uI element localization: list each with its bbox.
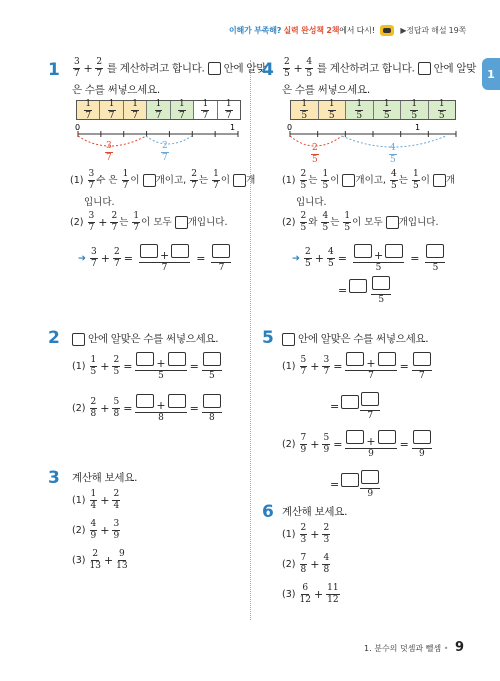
problem-6-prompt: 계산해 보세요. — [282, 506, 348, 518]
problem-number-6: 6 — [262, 502, 274, 522]
number-line-4 — [282, 122, 462, 164]
bar-cell — [374, 98, 402, 121]
p1-s1-line2: 입니다. — [84, 197, 115, 208]
problem-3-prompt: 계산해 보세요. — [72, 472, 138, 484]
calc-item: (3) $\frac{2}{13}$ + $\frac{9}{13}$ — [72, 549, 128, 571]
equation-item: (2) $\frac{7}{9}$ + $\frac{5}{9}$ = $\frac{+}{9}$ = 9 — [282, 430, 433, 459]
p4-mixed-result: = 5 — [336, 276, 392, 305]
answer-reference: ▶정답과 해설 19쪽 — [400, 26, 466, 35]
fraction: $\frac{1}{7}$ — [132, 98, 138, 121]
problem-number-5: 5 — [262, 328, 274, 348]
fraction: $\frac{4}{9}$ — [90, 519, 97, 541]
fraction: $\frac{1}{5}$ — [301, 98, 308, 121]
arrow-icon: ➔ — [78, 253, 86, 264]
problem-4-prompt: $\frac{2}{5}$ + $\frac{4}{5}$ 를 계산하려고 합니다. 안에 알맞 — [284, 57, 477, 79]
mixed-result: = 9 — [328, 470, 381, 499]
fraction: $\frac{11}{12}$ — [327, 583, 339, 605]
problem-1-prompt: $\frac{3}{7}$ + $\frac{2}{7}$ 를 계산하려고 합니다. 안에 알맞 — [74, 57, 267, 79]
answer-box[interactable] — [175, 216, 188, 229]
arc-label-blue: $\frac{2}{7}$ — [162, 141, 168, 163]
answer-box — [418, 62, 431, 75]
fraction: $\frac{1}{5}$ — [90, 355, 97, 377]
bar-cell — [319, 98, 347, 121]
p4-subquestion-2: (2) $\frac{2}{5}$ 와 $\frac{4}{5}$ 는 $\frac{1}{5}$ 이 모두 개입니다. — [282, 211, 439, 233]
bar-cell — [346, 98, 374, 121]
column-divider — [250, 60, 251, 620]
svg-text:1: 1 — [230, 123, 236, 132]
fraction: $\frac{2}{7}$ — [96, 57, 102, 79]
bar-cell — [429, 98, 456, 121]
fraction: $\frac{1}{7}$ — [202, 98, 209, 121]
equation-item: (1) $\frac{1}{5}$ + $\frac{2}{5}$ = $\frac{+}{5}$ = 5 — [72, 352, 223, 381]
equation-item: (1) $\frac{5}{7}$ + $\frac{3}{7}$ = $\frac{+}{7}$ = 7 — [282, 352, 433, 381]
fraction: $\frac{3}{7}$ — [323, 355, 330, 377]
svg-text:1: 1 — [415, 123, 421, 132]
page-number: 9 — [454, 640, 464, 655]
fraction: $\frac{2}{13}$ — [89, 549, 101, 571]
fraction: $\frac{5}{9}$ — [323, 433, 330, 455]
bar-cell — [100, 98, 123, 121]
fraction: $\frac{4}{8}$ — [323, 553, 330, 575]
answer-box — [208, 62, 221, 75]
p1-result-equation: ➔ $\frac{3}{7}$ + $\frac{2}{7}$ = $\frac{+}{7}$ = 7 — [78, 244, 232, 273]
fraction: $\frac{1}{5}$ — [438, 98, 445, 121]
problem-number-2: 2 — [48, 328, 60, 348]
fraction: $\frac{2}{5}$ — [113, 355, 120, 377]
header-question: 이해가 부족해? — [228, 26, 282, 35]
calc-item: (2) $\frac{4}{9}$ + $\frac{3}{9}$ — [72, 519, 120, 541]
fraction: $\frac{9}{13}$ — [116, 549, 128, 571]
p1-subquestion-1: (1) $\frac{3}{7}$ 수 은 $\frac{1}{7}$ 이 개이고, $\frac{2}{7}$ 는 $\frac{1}{7}$ 이 개 — [70, 169, 256, 191]
fraction: $\frac{1}{7}$ — [108, 98, 115, 121]
calc-item: (3) $\frac{6}{12}$ + $\frac{11}{12}$ — [282, 583, 339, 605]
bar-cell — [194, 98, 217, 121]
problem-number-1: 1 — [48, 60, 60, 80]
mixed-result: = 7 — [328, 392, 381, 421]
fraction: $\frac{1}{5}$ — [356, 98, 363, 121]
problem-1-prompt-line2: 은 수를 써넣으세요. — [72, 84, 160, 96]
fraction: $\frac{3}{9}$ — [113, 519, 120, 541]
fraction: $\frac{5}{7}$ — [300, 355, 307, 377]
fraction-bar-7 — [76, 100, 241, 120]
fraction: $\frac{7}{9}$ — [300, 433, 307, 455]
fraction: $\frac{1}{7}$ — [85, 98, 92, 121]
page-header — [229, 25, 466, 36]
header-suffix: 에서 다시! — [339, 26, 375, 35]
fraction: $\frac{1}{7}$ — [225, 98, 232, 121]
arc-label-blue-4: $\frac{4}{5}$ — [390, 143, 396, 165]
fraction: $\frac{2}{3}$ — [323, 523, 330, 545]
fraction: $\frac{1}{5}$ — [328, 98, 335, 121]
fraction: $\frac{2}{3}$ — [300, 523, 307, 545]
bar-cell — [77, 98, 100, 121]
fraction: $\frac{7}{8}$ — [300, 553, 307, 575]
calc-item: (2) $\frac{7}{8}$ + $\frac{4}{8}$ — [282, 553, 330, 575]
p4-subquestion-1: (1) $\frac{2}{5}$ 는 $\frac{1}{5}$ 이 개이고, $\frac{4}{5}$ 는 $\frac{1}{5}$ 이 개 — [282, 169, 456, 191]
fraction: $\frac{2}{4}$ — [113, 489, 120, 511]
bar-cell — [171, 98, 194, 121]
chapter-title: 1. 분수의 덧셈과 뺄셈 — [364, 644, 442, 653]
p4-result-equation: ➔ $\frac{2}{5}$ + $\frac{4}{5}$ = $\frac{+}{5}$ = 5 — [292, 244, 446, 273]
problem-2-prompt: 안에 알맞은 수를 써넣으세요. — [72, 331, 218, 346]
bar-cell — [401, 98, 429, 121]
calc-item: (1) $\frac{2}{3}$ + $\frac{2}{3}$ — [282, 523, 330, 545]
page-footer: 1. 분수의 덧셈과 뺄셈 • 9 — [364, 640, 464, 655]
fraction-bar-5 — [290, 100, 456, 120]
fraction: $\frac{1}{7}$ — [155, 98, 162, 121]
svg-text:0: 0 — [75, 123, 81, 132]
fraction: $\frac{6}{12}$ — [299, 583, 311, 605]
problem-5-prompt: 안에 알맞은 수를 써넣으세요. — [282, 331, 428, 346]
fraction: $\frac{5}{8}$ — [113, 397, 120, 419]
answer-box[interactable] — [233, 174, 246, 187]
p1-subquestion-2: (2) $\frac{3}{7}$ + $\frac{2}{7}$ 는 $\frac{1}{7}$ 이 모두 개입니다. — [70, 211, 228, 233]
bar-cell — [218, 98, 240, 121]
problem-number-4: 4 — [262, 60, 274, 80]
equation-item: (2) $\frac{2}{8}$ + $\frac{5}{8}$ = $\frac{+}{8}$ = 8 — [72, 394, 223, 423]
calc-item: (1) $\frac{1}{4}$ + $\frac{2}{4}$ — [72, 489, 120, 511]
bar-cell — [124, 98, 147, 121]
header-book: 실력 완성책 2책 — [283, 26, 340, 35]
problem-4-prompt-line2: 은 수를 써넣으세요. — [282, 84, 370, 96]
bar-cell — [147, 98, 170, 121]
fraction: $\frac{3}{7}$ — [74, 57, 80, 79]
arc-label-red: $\frac{3}{7}$ — [106, 141, 112, 163]
arc-label-red-4: $\frac{2}{5}$ — [312, 143, 318, 165]
answer-box[interactable] — [143, 174, 156, 187]
problem-number-3: 3 — [48, 468, 60, 488]
fraction: $\frac{1}{7}$ — [179, 98, 185, 121]
fraction: $\frac{1}{5}$ — [383, 98, 390, 121]
book-icon — [380, 25, 394, 36]
fraction: $\frac{2}{8}$ — [90, 397, 97, 419]
chapter-tab: 1 — [482, 58, 500, 90]
bar-cell — [291, 98, 319, 121]
svg-text:0: 0 — [287, 123, 293, 132]
fraction: $\frac{1}{5}$ — [411, 98, 418, 121]
fraction: $\frac{1}{4}$ — [90, 489, 97, 511]
